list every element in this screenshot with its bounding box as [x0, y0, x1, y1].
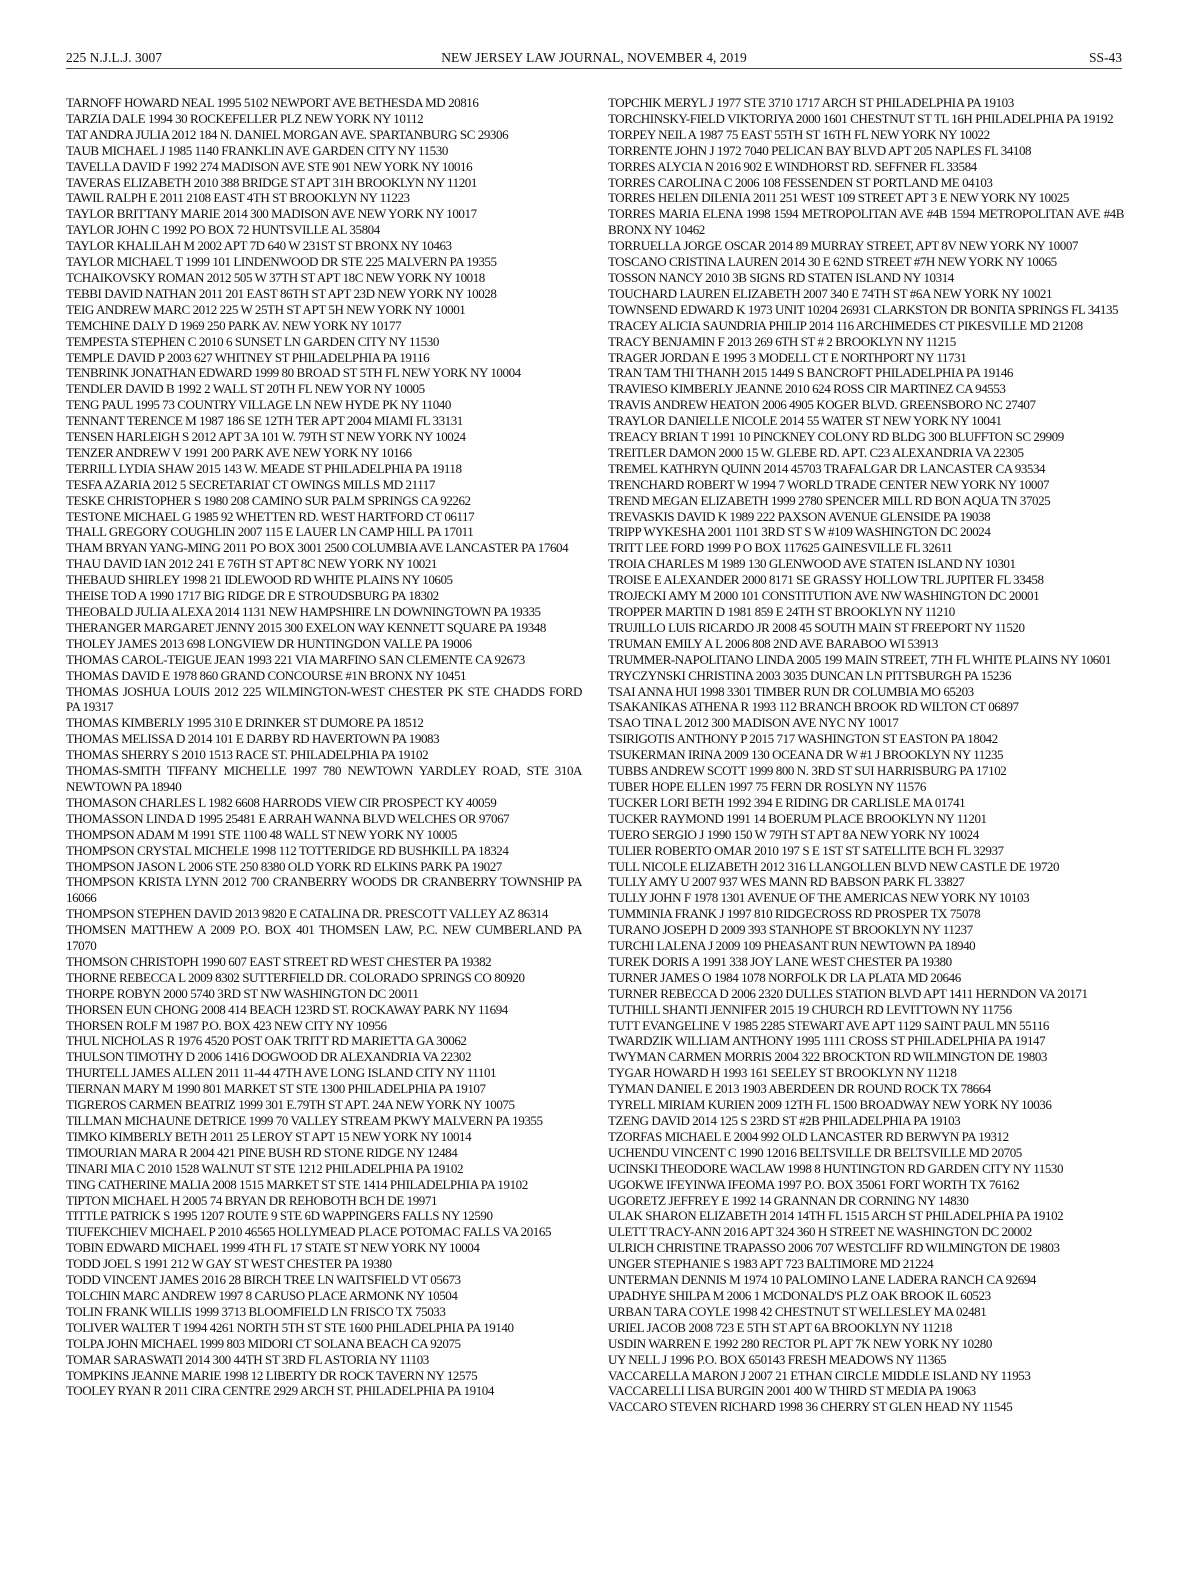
attorney-entry: TRACY BENJAMIN F 2013 269 6TH ST # 2 BROOKLYN NY 11215	[608, 333, 956, 349]
attorney-entry: TUMMINIA FRANK J 1997 810 RIDGECROSS RD PROSPER TX 75078	[608, 906, 981, 922]
attorney-entry: TOPCHIK MERYL J 1977 STE 3710 1717 ARCH ST PHILADELPHIA PA 19103	[608, 95, 1014, 110]
attorney-entry: TROIA CHARLES M 1989 130 GLENWOOD AVE STATEN ISLAND NY 10301	[608, 556, 1016, 572]
attorney-entry: TUERO SERGIO J 1990 150 W 79TH ST APT 8A NEW YORK NY 10024	[608, 826, 979, 842]
attorney-entry: TOLIN FRANK WILLIS 1999 3713 BLOOMFIELD LN FRISCO TX 75033	[66, 1303, 446, 1319]
attorney-entry: TOOLEY RYAN R 2011 CIRA CENTRE 2929 ARCH ST. PHILADELPHIA PA 19104	[66, 1383, 494, 1399]
attorney-entry: TORRES MARIA ELENA 1998 1594 METROPOLITAN AVE #4B 1594 METROPOLITAN AVE #4B BRONX NY 10462	[608, 206, 1124, 238]
publication-title: NEW JERSEY LAW JOURNAL, NOVEMBER 4, 2019	[441, 50, 747, 65]
attorney-entry: TAVERAS ELIZABETH 2010 388 BRIDGE ST APT 31H BROOKLYN NY 11201	[66, 174, 477, 190]
attorney-entry: TYRELL MIRIAM KURIEN 2009 12TH FL 1500 BROADWAY NEW YORK NY 10036	[608, 1097, 1052, 1113]
attorney-entry: TUTHILL SHANTI JENNIFER 2015 19 CHURCH RD LEVITTOWN NY 11756	[608, 1001, 1012, 1017]
attorney-entry: TURANO JOSEPH D 2009 393 STANHOPE ST BROOKLYN NY 11237	[608, 922, 973, 938]
attorney-entry: TZENG DAVID 2014 125 S 23RD ST #2B PHILADELPHIA PA 19103	[608, 1113, 961, 1128]
attorney-entry: THOMAS CAROL-TEIGUE JEAN 1993 221 VIA MARFINO SAN CLEMENTE CA 92673	[66, 651, 525, 667]
attorney-entry: TREMEL KATHRYN QUINN 2014 45703 TRAFALGAR DR LANCASTER CA 93534	[608, 460, 1046, 476]
right-column	[608, 95, 1124, 1415]
attorney-entry: TOMPKINS JEANNE MARIE 1998 12 LIBERTY DR ROCK TAVERN NY 12575	[66, 1367, 478, 1383]
left-column	[66, 95, 582, 1399]
attorney-entry: TIMKO KIMBERLY BETH 2011 25 LEROY ST APT 15 NEW YORK NY 10014	[66, 1128, 472, 1144]
attorney-entry: TYMAN DANIEL E 2013 1903 ABERDEEN DR ROUND ROCK TX 78664	[608, 1081, 991, 1097]
attorney-entry: TILLMAN MICHAUNE DETRICE 1999 70 VALLEY STREAM PKWY MALVERN PA 19355	[66, 1113, 543, 1128]
attorney-entry: TORRES HELEN DILENIA 2011 251 WEST 109 STREET APT 3 E NEW YORK NY 10025	[608, 190, 1069, 206]
attorney-entry: TSAO TINA L 2012 300 MADISON AVE NYC NY 10017	[608, 715, 899, 731]
attorney-entry: THAU DAVID IAN 2012 241 E 76TH ST APT 8C NEW YORK NY 10021	[66, 556, 437, 572]
attorney-entry: TREITLER DAMON 2000 15 W. GLEBE RD. APT. C23 ALEXANDRIA VA 22305	[608, 444, 1024, 460]
attorney-entry: VACCARELLA MARON J 2007 21 ETHAN CIRCLE MIDDLE ISLAND NY 11953	[608, 1367, 1031, 1383]
attorney-entry: TIERNAN MARY M 1990 801 MARKET ST STE 1300 PHILADELPHIA PA 19107	[66, 1081, 486, 1097]
attorney-entry: TZORFAS MICHAEL E 2004 992 OLD LANCASTER RD BERWYN PA 19312	[608, 1128, 1009, 1144]
attorney-entry: TIPTON MICHAEL H 2005 74 BRYAN DR REHOBOTH BCH DE 19971	[66, 1192, 438, 1208]
attorney-entry: TSAI ANNA HUI 1998 3301 TIMBER RUN DR COLUMBIA MO 65203	[608, 683, 974, 699]
attorney-entry: TROJECKI AMY M 2000 101 CONSTITUTION AVE NW WASHINGTON DC 20001	[608, 588, 1040, 604]
attorney-entry: ULRICH CHRISTINE TRAPASSO 2006 707 WESTCLIFF RD WILMINGTON DE 19803	[608, 1240, 1060, 1256]
attorney-entry: THOMPSON JASON L 2006 STE 250 8380 OLD YORK RD ELKINS PARK PA 19027	[66, 858, 502, 874]
attorney-entry: THOMAS MELISSA D 2014 101 E DARBY RD HAVERTOWN PA 19083	[66, 731, 440, 747]
attorney-entry: UCHENDU VINCENT C 1990 12016 BELTSVILLE DR BELTSVILLE MD 20705	[608, 1144, 1022, 1160]
attorney-entry: TUTT EVANGELINE V 1985 2285 STEWART AVE APT 1129 SAINT PAUL MN 55116	[608, 1017, 1049, 1033]
attorney-entry: THOMAS DAVID E 1978 860 GRAND CONCOURSE #1N BRONX NY 10451	[66, 667, 467, 683]
attorney-entry: TUBER HOPE ELLEN 1997 75 FERN DR ROSLYN NY 11576	[608, 778, 926, 794]
attorney-entry: TESFA AZARIA 2012 5 SECRETARIAT CT OWINGS MILLS MD 21117	[66, 476, 435, 492]
attorney-entry: URBAN TARA COYLE 1998 42 CHESTNUT ST WELLESLEY MA 02481	[608, 1303, 987, 1319]
attorney-entry: TRAGER JORDAN E 1995 3 MODELL CT E NORTHPORT NY 11731	[608, 349, 967, 365]
attorney-entry: TSUKERMAN IRINA 2009 130 OCEANA DR W #1 J BROOKLYN NY 11235	[608, 747, 1004, 763]
attorney-entry: TARZIA DALE 1994 30 ROCKEFELLER PLZ NEW YORK NY 10112	[66, 110, 424, 126]
attorney-entry: THOMAS KIMBERLY 1995 310 E DRINKER ST DUMORE PA 18512	[66, 715, 424, 731]
attorney-entry: USDIN WARREN E 1992 280 RECTOR PL APT 7K NEW YORK NY 10280	[608, 1335, 992, 1351]
attorney-entry: TUBBS ANDREW SCOTT 1999 800 N. 3RD ST SUI HARRISBURG PA 17102	[608, 763, 1007, 779]
attorney-entry: THOMAS-SMITH TIFFANY MICHELLE 1997 780 NEWTOWN YARDLEY ROAD, STE 310A NEWTOWN PA 18940	[66, 763, 582, 794]
attorney-entry: TRYCZYNSKI CHRISTINA 2003 3035 DUNCAN LN PITTSBURGH PA 15236	[608, 667, 1012, 683]
attorney-entry: ULETT TRACY-ANN 2016 APT 324 360 H STREET NE WASHINGTON DC 20002	[608, 1224, 1032, 1240]
attorney-entry: TRAN TAM THI THANH 2015 1449 S BANCROFT PHILADELPHIA PA 19146	[608, 365, 1014, 381]
attorney-entry: TOLIVER WALTER T 1994 4261 NORTH 5TH ST STE 1600 PHILADELPHIA PA 19140	[66, 1319, 514, 1335]
attorney-entry: TENZER ANDREW V 1991 200 PARK AVE NEW YORK NY 10166	[66, 444, 412, 460]
attorney-entry: THURTELL JAMES ALLEN 2011 11-44 47TH AVE LONG ISLAND CITY NY 11101	[66, 1065, 497, 1081]
attorney-entry: THOLEY JAMES 2013 698 LONGVIEW DR HUNTINGDON VALLE PA 19006	[66, 635, 472, 651]
attorney-entry: THOMAS SHERRY S 2010 1513 RACE ST. PHILADELPHIA PA 19102	[66, 747, 429, 763]
attorney-entry: TUREK DORIS A 1991 338 JOY LANE WEST CHESTER PA 19380	[608, 953, 952, 969]
attorney-entry: THALL GREGORY COUGHLIN 2007 115 E LAUER LN CAMP HILL PA 17011	[66, 524, 474, 540]
attorney-entry: THUL NICHOLAS R 1976 4520 POST OAK TRITT RD MARIETTA GA 30062	[66, 1033, 467, 1049]
attorney-entry: TENG PAUL 1995 73 COUNTRY VILLAGE LN NEW HYDE PK NY 11040	[66, 397, 451, 413]
attorney-entry: TRUMAN EMILY A L 2006 808 2ND AVE BARABOO WI 53913	[608, 635, 938, 651]
attorney-entry: TORCHINSKY-FIELD VIKTORIYA 2000 1601 CHESTNUT ST TL 16H PHILADELPHIA PA 19192	[608, 110, 1114, 126]
attorney-entry: TODD JOEL S 1991 212 W GAY ST WEST CHESTER PA 19380	[66, 1256, 392, 1272]
attorney-entry: VACCARO STEVEN RICHARD 1998 36 CHERRY ST GLEN HEAD NY 11545	[608, 1399, 1013, 1415]
attorney-entry: THOMSEN MATTHEW A 2009 P.O. BOX 401 THOMSEN LAW, P.C. NEW CUMBERLAND PA 17070	[66, 922, 582, 954]
attorney-entry: TORRES CAROLINA C 2006 108 FESSENDEN ST PORTLAND ME 04103	[608, 174, 993, 190]
attorney-entry: UY NELL J 1996 P.O. BOX 650143 FRESH MEADOWS NY 11365	[608, 1351, 947, 1367]
attorney-entry: TRITT LEE FORD 1999 P O BOX 117625 GAINESVILLE FL 32611	[608, 540, 953, 556]
attorney-entry: TIUFEKCHIEV MICHAEL P 2010 46565 HOLLYMEAD PLACE POTOMAC FALLS VA 20165	[66, 1224, 552, 1240]
attorney-entry: THOMASSON LINDA D 1995 25481 E ARRAH WANNA BLVD WELCHES OR 97067	[66, 810, 510, 826]
attorney-entry: UGOKWE IFEYINWA IFEOMA 1997 P.O. BOX 35061 FORT WORTH TX 76162	[608, 1176, 1020, 1192]
attorney-entry: TIMOURIAN MARA R 2004 421 PINE BUSH RD STONE RIDGE NY 12484	[66, 1144, 458, 1160]
attorney-entry: TAVELLA DAVID F 1992 274 MADISON AVE STE 901 NEW YORK NY 10016	[66, 158, 473, 174]
attorney-entry: TEMCHINE DALY D 1969 250 PARK AV. NEW YORK NY 10177	[66, 317, 402, 333]
attorney-entry: TYGAR HOWARD H 1993 161 SEELEY ST BROOKLYN NY 11218	[608, 1065, 957, 1081]
attorney-entry: TOBIN EDWARD MICHAEL 1999 4TH FL 17 STATE ST NEW YORK NY 10004	[66, 1240, 480, 1256]
attorney-entry: UGORETZ JEFFREY E 1992 14 GRANNAN DR CORNING NY 14830	[608, 1192, 969, 1208]
attorney-entry: THOMAS JOSHUA LOUIS 2012 225 WILMINGTON-WEST CHESTER PK STE CHADDS FORD PA 19317	[66, 683, 582, 715]
attorney-entry: TRUMMER-NAPOLITANO LINDA 2005 199 MAIN STREET, 7TH FL WHITE PLAINS NY 10601	[608, 651, 1111, 667]
attorney-entry: TRAYLOR DANIELLE NICOLE 2014 55 WATER ST NEW YORK NY 10041	[608, 413, 1002, 429]
attorney-entry: TRAVIS ANDREW HEATON 2006 4905 KOGER BLVD. GREENSBORO NC 27407	[608, 397, 1036, 413]
attorney-entry: THOMASON CHARLES L 1982 6608 HARRODS VIEW CIR PROSPECT KY 40059	[66, 794, 497, 810]
attorney-entry: TRUJILLO LUIS RICARDO JR 2008 45 SOUTH MAIN ST FREEPORT NY 11520	[608, 619, 1025, 635]
attorney-entry: VACCARELLI LISA BURGIN 2001 400 W THIRD ST MEDIA PA 19063	[608, 1383, 976, 1399]
attorney-entry: TORRES ALYCIA N 2016 902 E WINDHORST RD. SEFFNER FL 33584	[608, 158, 977, 174]
attorney-entry: TREVASKIS DAVID K 1989 222 PAXSON AVENUE GLENSIDE PA 19038	[608, 508, 991, 524]
attorney-entry: TROISE E ALEXANDER 2000 8171 SE GRASSY HOLLOW TRL JUPITER FL 33458	[608, 572, 1044, 588]
attorney-entry: THOMPSON CRYSTAL MICHELE 1998 112 TOTTERIDGE RD BUSHKILL PA 18324	[66, 842, 509, 858]
attorney-entry: TENSEN HARLEIGH S 2012 APT 3A 101 W. 79TH ST NEW YORK NY 10024	[66, 429, 466, 445]
attorney-entry: TESKE CHRISTOPHER S 1980 208 CAMINO SUR PALM SPRINGS CA 92262	[66, 492, 471, 508]
attorney-entry: TULL NICOLE ELIZABETH 2012 316 LLANGOLLEN BLVD NEW CASTLE DE 19720	[608, 858, 1060, 874]
attorney-entry: TROPPER MARTIN D 1981 859 E 24TH ST BROOKLYN NY 11210	[608, 604, 955, 619]
attorney-entry: TENNANT TERENCE M 1987 186 SE 12TH TER APT 2004 MIAMI FL 33131	[66, 413, 463, 429]
attorney-entry: TAYLOR BRITTANY MARIE 2014 300 MADISON AVE NEW YORK NY 10017	[66, 206, 477, 222]
attorney-entry: TWARDZIK WILLIAM ANTHONY 1995 1111 CROSS ST PHILADELPHIA PA 19147	[608, 1033, 1046, 1049]
attorney-entry: TOSCANO CRISTINA LAUREN 2014 30 E 62ND STREET #7H NEW YORK NY 10065	[608, 254, 1057, 270]
attorney-entry: TOSSON NANCY 2010 3B SIGNS RD STATEN ISLAND NY 10314	[608, 269, 954, 285]
attorney-entry: THERANGER MARGARET JENNY 2015 300 EXELON WAY KENNETT SQUARE PA 19348	[66, 619, 546, 635]
attorney-entry: TEBBI DAVID NATHAN 2011 201 EAST 86TH ST APT 23D NEW YORK NY 10028	[66, 285, 497, 301]
attorney-entry: TEMPLE DAVID P 2003 627 WHITNEY ST PHILADELPHIA PA 19116	[66, 349, 430, 365]
attorney-entry: TRACEY ALICIA SAUNDRIA PHILIP 2014 116 ARCHIMEDES CT PIKESVILLE MD 21208	[608, 317, 1083, 333]
attorney-entry: TREND MEGAN ELIZABETH 1999 2780 SPENCER MILL RD BON AQUA TN 37025	[608, 492, 1051, 508]
attorney-entry: TARNOFF HOWARD NEAL 1995 5102 NEWPORT AVE BETHESDA MD 20816	[66, 95, 479, 110]
attorney-entry: TODD VINCENT JAMES 2016 28 BIRCH TREE LN WAITSFIELD VT 05673	[66, 1272, 461, 1288]
attorney-entry: TURNER JAMES O 1984 1078 NORFOLK DR LA PLATA MD 20646	[608, 969, 961, 985]
attorney-entry: TAT ANDRA JULIA 2012 184 N. DANIEL MORGAN AVE. SPARTANBURG SC 29306	[66, 126, 509, 142]
attorney-entry: TING CATHERINE MALIA 2008 1515 MARKET ST STE 1414 PHILADELPHIA PA 19102	[66, 1176, 528, 1192]
attorney-entry: TRAVIESO KIMBERLY JEANNE 2010 624 ROSS CIR MARTINEZ CA 94553	[608, 381, 1006, 397]
attorney-entry: TULLY JOHN F 1978 1301 AVENUE OF THE AMERICAS NEW YORK NY 10103	[608, 890, 1030, 906]
attorney-entry: TRENCHARD ROBERT W 1994 7 WORLD TRADE CENTER NEW YORK NY 10007	[608, 476, 1050, 492]
attorney-entry: TOUCHARD LAUREN ELIZABETH 2007 340 E 74TH ST #6A NEW YORK NY 10021	[608, 285, 1053, 301]
attorney-entry: THOMPSON KRISTA LYNN 2012 700 CRANBERRY WOODS DR CRANBERRY TOWNSHIP PA 16066	[66, 874, 582, 906]
attorney-entry: TORPEY NEIL A 1987 75 EAST 55TH ST 16TH FL NEW YORK NY 10022	[608, 126, 990, 142]
attorney-entry: TITTLE PATRICK S 1995 1207 ROUTE 9 STE 6D WAPPINGERS FALLS NY 12590	[66, 1208, 493, 1224]
attorney-entry: TSAKANIKAS ATHENA R 1993 112 BRANCH BROOK RD WILTON CT 06897	[608, 699, 1019, 715]
attorney-entry: TCHAIKOVSKY ROMAN 2012 505 W 37TH ST APT 18C NEW YORK NY 10018	[66, 269, 485, 285]
page-number: SS-43	[1088, 50, 1122, 65]
attorney-entry: THORPE ROBYN 2000 5740 3RD ST NW WASHINGTON DC 20011	[66, 985, 419, 1001]
attorney-entry: UPADHYE SHILPA M 2006 1 MCDONALD'S PLZ OAK BROOK IL 60523	[608, 1287, 991, 1303]
attorney-entry: TIGREROS CARMEN BEATRIZ 1999 301 E.79TH ST APT. 24A NEW YORK NY 10075	[66, 1097, 515, 1113]
attorney-entry: TUCKER LORI BETH 1992 394 E RIDING DR CARLISLE MA 01741	[608, 794, 966, 810]
attorney-entry: TULIER ROBERTO OMAR 2010 197 S E 1ST ST SATELLITE BCH FL 32937	[608, 842, 1004, 858]
attorney-entry: TAWIL RALPH E 2011 2108 EAST 4TH ST BROOKLYN NY 11223	[66, 190, 410, 206]
attorney-entry: TORRENTE JOHN J 1972 7040 PELICAN BAY BLVD APT 205 NAPLES FL 34108	[608, 142, 1032, 158]
attorney-entry: UCINSKI THEODORE WACLAW 1998 8 HUNTINGTON RD GARDEN CITY NY 11530	[608, 1160, 1064, 1176]
attorney-entry: TOMAR SARASWATI 2014 300 44TH ST 3RD FL ASTORIA NY 11103	[66, 1351, 429, 1367]
attorney-entry: THEBAUD SHIRLEY 1998 21 IDLEWOOD RD WHITE PLAINS NY 10605	[66, 572, 453, 588]
attorney-entry: TENBRINK JONATHAN EDWARD 1999 80 BROAD ST 5TH FL NEW YORK NY 10004	[66, 365, 521, 381]
attorney-entry: THEOBALD JULIA ALEXA 2014 1131 NEW HAMPSHIRE LN DOWNINGTOWN PA 19335	[66, 604, 541, 619]
attorney-entry: TURNER REBECCA D 2006 2320 DULLES STATION BLVD APT 1411 HERNDON VA 20171	[608, 985, 1088, 1001]
attorney-entry: THORNE REBECCA L 2009 8302 SUTTERFIELD DR. COLORADO SPRINGS CO 80920	[66, 969, 525, 985]
attorney-entry: TERRILL LYDIA SHAW 2015 143 W. MEADE ST PHILADELPHIA PA 19118	[66, 460, 462, 476]
attorney-entry: TWYMAN CARMEN MORRIS 2004 322 BROCKTON RD WILMINGTON DE 19803	[608, 1049, 1047, 1065]
attorney-entry: THOMPSON STEPHEN DAVID 2013 9820 E CATALINA DR. PRESCOTT VALLEY AZ 86314	[66, 906, 548, 922]
attorney-entry: TEIG ANDREW MARC 2012 225 W 25TH ST APT 5H NEW YORK NY 10001	[66, 301, 466, 317]
attorney-entry: TAYLOR MICHAEL T 1999 101 LINDENWOOD DR STE 225 MALVERN PA 19355	[66, 254, 497, 270]
attorney-entry: TORRUELLA JORGE OSCAR 2014 89 MURRAY STREET, APT 8V NEW YORK NY 10007	[608, 238, 1078, 254]
journal-citation: 225 N.J.L.J. 3007	[66, 50, 163, 65]
attorney-entry: TOWNSEND EDWARD K 1973 UNIT 10204 26931 CLARKSTON DR BONITA SPRINGS FL 34135	[608, 301, 1119, 317]
attorney-entry: TESTONE MICHAEL G 1985 92 WHETTEN RD. WEST HARTFORD CT 06117	[66, 508, 475, 524]
attorney-entry: UNGER STEPHANIE S 1983 APT 723 BALTIMORE MD 21224	[608, 1256, 934, 1272]
attorney-entry: TOLCHIN MARC ANDREW 1997 8 CARUSO PLACE ARMONK NY 10504	[66, 1287, 458, 1303]
attorney-entry: TSIRIGOTIS ANTHONY P 2015 717 WASHINGTON ST EASTON PA 18042	[608, 731, 998, 747]
attorney-entry: THORSEN EUN CHONG 2008 414 BEACH 123RD ST. ROCKAWAY PARK NY 11694	[66, 1001, 508, 1017]
attorney-entry: TURCHI LALENA J 2009 109 PHEASANT RUN NEWTOWN PA 18940	[608, 938, 976, 954]
attorney-entry: THOMPSON ADAM M 1991 STE 1100 48 WALL ST NEW YORK NY 10005	[66, 826, 457, 842]
attorney-entry: TAUB MICHAEL J 1985 1140 FRANKLIN AVE GARDEN CITY NY 11530	[66, 142, 448, 158]
attorney-entry: ULAK SHARON ELIZABETH 2014 14TH FL 1515 ARCH ST PHILADELPHIA PA 19102	[608, 1208, 1064, 1224]
attorney-entry: TAYLOR KHALILAH M 2002 APT 7D 640 W 231ST ST BRONX NY 10463	[66, 238, 452, 254]
attorney-entry: TRIPP WYKESHA 2001 1101 3RD ST S W #109 WASHINGTON DC 20024	[608, 524, 991, 540]
attorney-entry: THOMSON CHRISTOPH 1990 607 EAST STREET RD WEST CHESTER PA 19382	[66, 953, 492, 969]
attorney-entry: TEMPESTA STEPHEN C 2010 6 SUNSET LN GARDEN CITY NY 11530	[66, 333, 439, 349]
page-header	[66, 50, 1122, 69]
attorney-entry: TUCKER RAYMOND 1991 14 BOERUM PLACE BROOKLYN NY 11201	[608, 810, 987, 826]
attorney-entry: UNTERMAN DENNIS M 1974 10 PALOMINO LANE LADERA RANCH CA 92694	[608, 1272, 1036, 1288]
attorney-entry: THAM BRYAN YANG-MING 2011 PO BOX 3001 2500 COLUMBIA AVE LANCASTER PA 17604	[66, 540, 569, 556]
attorney-entry: THEISE TOD A 1990 1717 BIG RIDGE DR E STROUDSBURG PA 18302	[66, 588, 439, 604]
attorney-entry: URIEL JACOB 2008 723 E 5TH ST APT 6A BROOKLYN NY 11218	[608, 1319, 952, 1335]
attorney-entry: THULSON TIMOTHY D 2006 1416 DOGWOOD DR ALEXANDRIA VA 22302	[66, 1049, 472, 1065]
attorney-entry: TINARI MIA C 2010 1528 WALNUT ST STE 1212 PHILADELPHIA PA 19102	[66, 1160, 464, 1176]
attorney-entry: THORSEN ROLF M 1987 P.O. BOX 423 NEW CITY NY 10956	[66, 1017, 387, 1033]
attorney-entry: TENDLER DAVID B 1992 2 WALL ST 20TH FL NEW YOR NY 10005	[66, 381, 425, 397]
attorney-entry: TULLY AMY U 2007 937 WES MANN RD BABSON PARK FL 33827	[608, 874, 965, 890]
attorney-entry: TOLPA JOHN MICHAEL 1999 803 MIDORI CT SOLANA BEACH CA 92075	[66, 1335, 461, 1351]
attorney-entry: TREACY BRIAN T 1991 10 PINCKNEY COLONY RD BLDG 300 BLUFFTON SC 29909	[608, 429, 1064, 445]
attorney-entry: TAYLOR JOHN C 1992 PO BOX 72 HUNTSVILLE AL 35804	[66, 222, 380, 238]
